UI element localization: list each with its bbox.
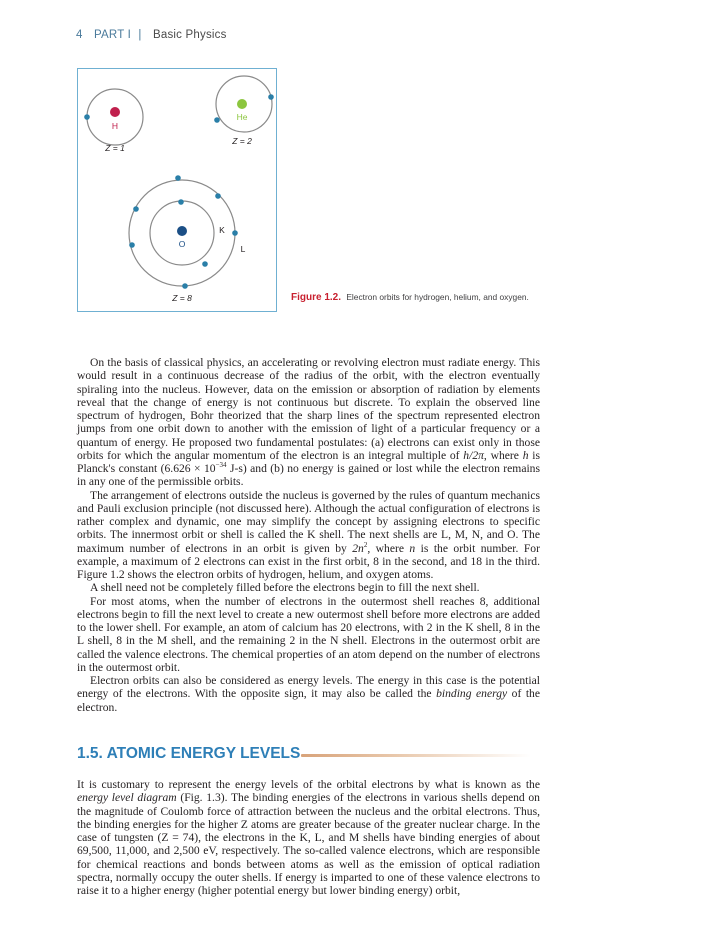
section-title: 1.5. ATOMIC ENERGY LEVELS: [77, 745, 301, 762]
running-head: [76, 29, 227, 41]
body-text: [77, 356, 540, 714]
hydrogen-z-label: Z = 1: [105, 143, 125, 153]
paragraph: It is customary to represent the energy levels of the orbital electrons by what is known as the energy level diagram (Fig. 1.3). The binding energies of the electrons in various shells depend on the magnitude of Coulomb force of attraction between the nucleus and the orbital electrons. Thus, the binding energies for the higher Z atoms are greater because of the greater nuclear charge. In the case of tungsten (Z = 74), the electrons in the K, L, and M shells have binding energies of about 69,500, 11,000, and 2,500 eV, respectively. The so-called valence electrons, which are responsible for chemical reactions and bonds between atoms as well as the emission of optical radiation spectra, normally occupy the outer shells. If energy is imparted to one of these valence electrons to raise it to a higher energy (higher potential energy but lower binding energy) orbit,: [77, 778, 540, 897]
figure-caption: [291, 291, 531, 305]
paragraph: Electron orbits can also be considered as energy levels. The energy in this case is the potential energy of the electrons. With the opposite sign, it may also be called the binding energy of the electron.: [77, 674, 540, 714]
hydrogen-nucleus: [110, 107, 120, 117]
section-body-text: [77, 778, 540, 897]
paragraph: The arrangement of electrons outside the nucleus is governed by the rules of quantum mechanics and Pauli exclusion principle (not discussed here). Although the actual configuration of electrons is rather complex and dynamic, one may simplify the concept by assigning electrons to specific orbits. The innermost orbit or shell is called the K shell. The next shells are L, M, N, and O. The maximum number of electrons in an orbit is given by $2n^2$, where n is the orbit number. For example, a maximum of 2 electrons can exist in the first orbit, 8 in the second, and 18 in the third. Figure 1.2 shows the electron orbits of hydrogen, helium, and oxygen atoms.: [77, 488, 540, 581]
section-heading: [77, 745, 540, 767]
hydrogen-symbol: H: [111, 121, 119, 131]
l-shell-label: L: [240, 244, 246, 254]
electron: [232, 230, 238, 236]
k-shell-label: K: [219, 225, 225, 235]
atom-diagrams: [78, 69, 278, 313]
electron: [129, 242, 135, 248]
electron: [202, 261, 208, 267]
electron: [175, 175, 181, 181]
header-separator: |: [138, 29, 142, 41]
electron: [178, 199, 184, 205]
paragraph: On the basis of classical physics, an accelerating or revolving electron must radiate energy. This would result in a continuous decrease of the radius of the orbit, with the electron eventually spiraling into the nucleus. However, data on the emission or absorption of radiation by elements reveal that the change of energy is not continuous but discrete. To explain the observed line spectrum of hydrogen, Bohr theorized that the sharp lines of the spectrum represented electron jumps from one orbit down to another with the emission of light of a particular frequency or a quantum of energy. He proposed two fundamental postulates: (a) electrons can exist only in those orbits for which the angular momentum of the electron is an integral multiple of h/2π, where h is Planck's constant ($6.626 \times 10^{-34}$ J-s) and (b) no energy is gained or lost while the electron remains in any one of the permissible orbits.: [77, 356, 540, 489]
electron: [182, 283, 188, 289]
hydrogen-atom: [84, 89, 143, 153]
helium-symbol: He: [236, 112, 248, 122]
oxygen-z-label: Z = 8: [172, 293, 192, 303]
part-label: PART I: [94, 29, 132, 41]
figure-caption-text: Electron orbits for hydrogen, helium, and oxygen.: [346, 292, 529, 302]
oxygen-nucleus: [177, 226, 187, 236]
helium-atom: [214, 76, 274, 146]
electron: [84, 114, 90, 120]
helium-z-label: Z = 2: [232, 136, 252, 146]
electron: [215, 193, 221, 199]
paragraph: A shell need not be completely filled before the electrons begin to fill the next shell.: [90, 581, 480, 595]
electron: [268, 94, 274, 100]
figure-electron-orbits: [77, 68, 277, 312]
page-number: 4: [76, 29, 83, 41]
paragraph: For most atoms, when the number of electrons in the outermost shell reaches 8, additional electrons begin to fill the next level to create a new outermost shell before more electrons are added to the lower shell. For example, an atom of calcium has 20 electrons, with 2 in the K shell, 8 in the L shell, 8 in the M shell, and the remaining 2 in the N shell. Electrons in the outermost orbit are called the valence electrons. The chemical properties of an atom depend on the number of electrons in the outermost orbit.: [77, 594, 540, 674]
electron: [133, 206, 139, 212]
oxygen-atom: [129, 175, 246, 303]
helium-nucleus: [237, 99, 247, 109]
figure-number: Figure 1.2.: [291, 292, 342, 303]
book-title: Basic Physics: [153, 29, 227, 41]
section-rule: [301, 754, 531, 757]
oxygen-symbol: O: [178, 239, 186, 249]
electron: [214, 117, 220, 123]
